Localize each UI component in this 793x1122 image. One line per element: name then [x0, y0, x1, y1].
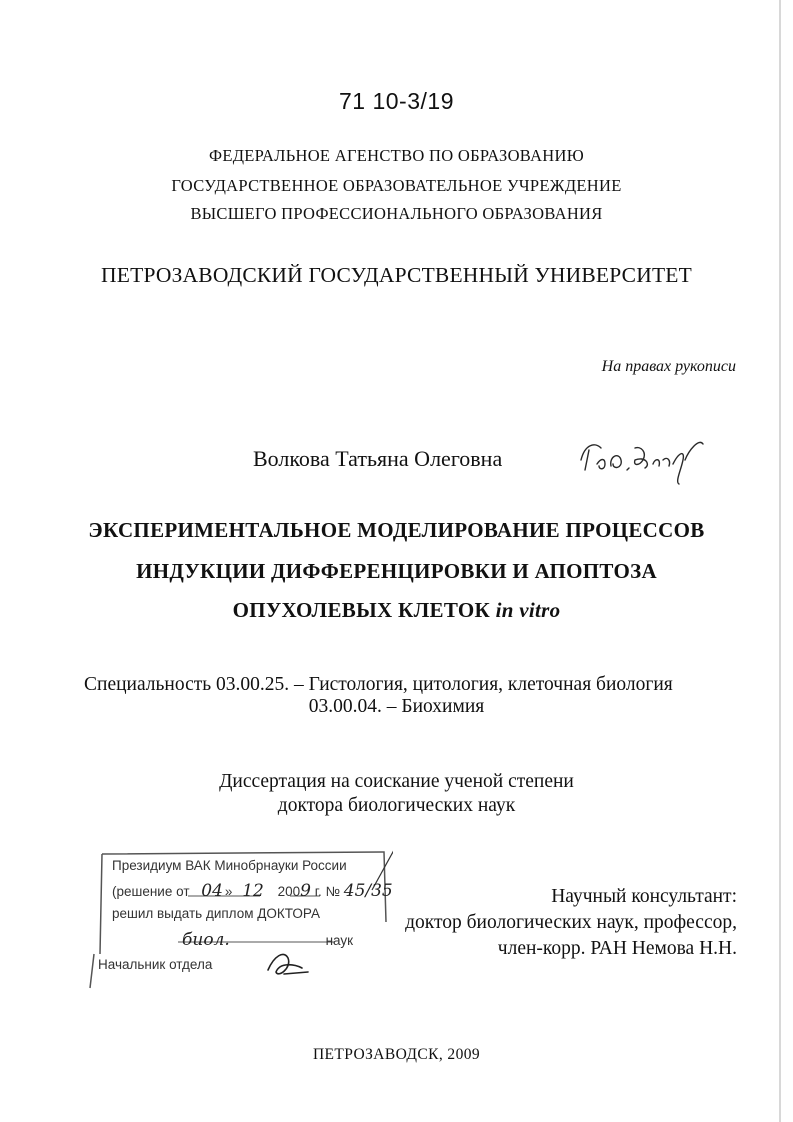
- consultant-line-1: Научный консультант:: [551, 886, 737, 907]
- stamp-line-3: решил выдать диплом ДОКТОРА: [112, 906, 320, 921]
- stamp-decision-prefix: (решение от: [112, 884, 190, 899]
- stamp-line-1: Президиум ВАК Минобрнауки России: [112, 858, 347, 873]
- title-line-3: [0, 598, 793, 623]
- author-signature: [575, 430, 710, 485]
- specialty-line-2: 03.00.04. – Биохимия: [308, 696, 485, 717]
- stamp-decision-year-digit: 9: [300, 881, 311, 901]
- stamp-decision-month: 12: [242, 881, 264, 901]
- university-name: ПЕТРОЗАВОДСКИЙ ГОСУДАРСТВЕННЫЙ УНИВЕРСИТЕТ: [101, 263, 692, 287]
- stamp-line-5: Начальник отдела: [98, 957, 213, 972]
- stamp-decision-year-prefix: 200: [277, 884, 301, 899]
- agency-line-1: ФЕДЕРАЛЬНОЕ АГЕНСТВО ПО ОБРАЗОВАНИЮ: [209, 146, 584, 165]
- document-number: 71 10-3/19: [339, 88, 454, 114]
- consultant-line-3: член-корр. РАН Немова Н.Н.: [497, 938, 737, 959]
- title-latin-phrase: in vitro: [495, 598, 561, 622]
- stamp-year-suffix: г. №: [314, 884, 340, 899]
- stamp-line-2: (решение от 04 » 12 2009 г. № 45/35: [112, 881, 393, 901]
- stamp-science-suffix: наук: [325, 933, 354, 948]
- consultant-block: [405, 884, 737, 962]
- stamp-science-handwritten: биол.: [182, 930, 230, 950]
- degree-line-2: доктора биологических наук: [277, 795, 516, 816]
- stamp-decision-day: 04: [201, 881, 223, 901]
- stamp-decision-number: 45: [343, 881, 366, 901]
- specialty-line-1: Специальность 03.00.25. – Гистология, цитология, клеточная биология: [84, 674, 673, 695]
- consultant-line-2: доктор биологических наук, профессор,: [405, 912, 737, 933]
- agency-line-2: ГОСУДАРСТВЕННОЕ ОБРАЗОВАТЕЛЬНОЕ УЧРЕЖДЕНИЕ: [171, 176, 622, 195]
- city-year: ПЕТРОЗАВОДСК, 2009: [312, 1046, 481, 1063]
- degree-line-1: Диссертация на соискание ученой степени: [219, 771, 574, 792]
- stamp-decision-number-suffix: /35: [365, 881, 393, 901]
- vak-stamp: [88, 850, 393, 990]
- stamp-line-4: [112, 930, 353, 950]
- manuscript-note: На правах рукописи: [601, 358, 736, 375]
- title-line-3-main: ОПУХОЛЕВЫХ КЛЕТОК: [232, 598, 491, 622]
- title-line-2: ИНДУКЦИИ ДИФФЕРЕНЦИРОВКИ И АПОПТОЗА: [136, 559, 657, 583]
- agency-line-3: ВЫСШЕГО ПРОФЕССИОНАЛЬНОГО ОБРАЗОВАНИЯ: [190, 204, 603, 223]
- author-name: Волкова Татьяна Олеговна: [253, 446, 503, 471]
- title-line-1: ЭКСПЕРИМЕНТАЛЬНОЕ МОДЕЛИРОВАНИЕ ПРОЦЕССОВ: [88, 518, 705, 542]
